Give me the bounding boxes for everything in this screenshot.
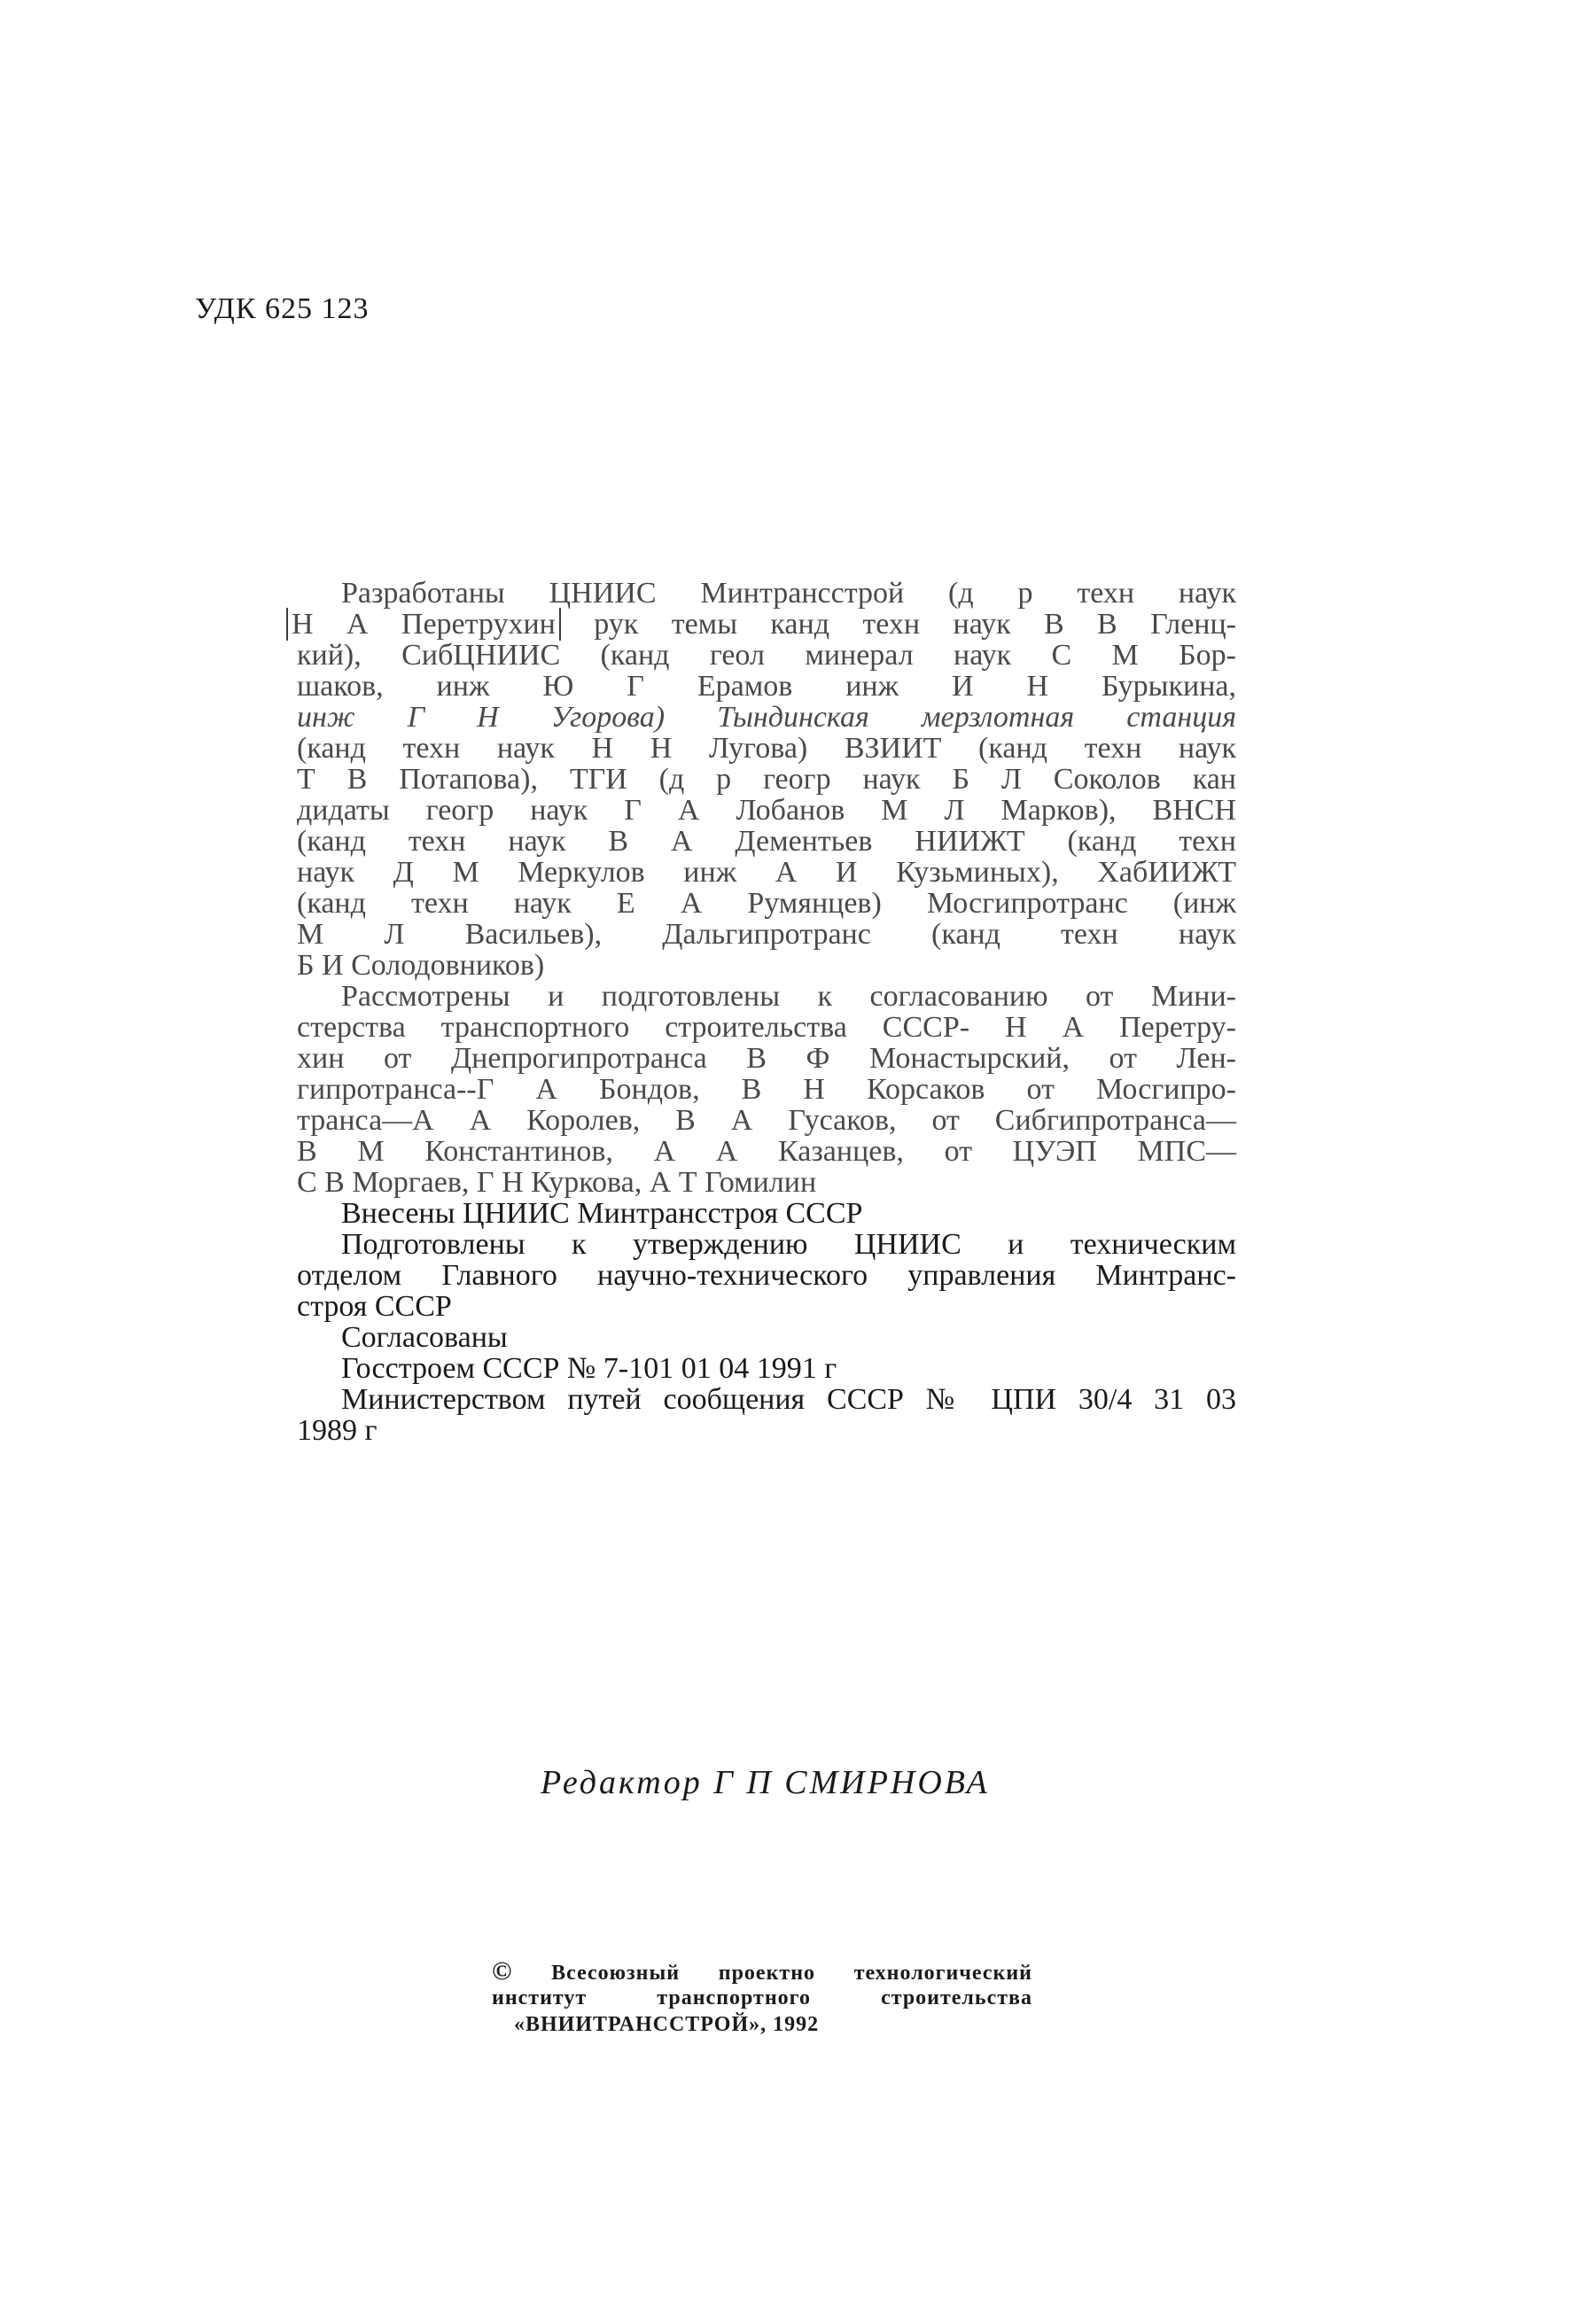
reviewed-line: гипротранса--Г А Бондов, В Н Корсаков от Мосгипро-	[297, 1073, 1236, 1106]
copyright-line: институт транспортного строительства	[492, 1986, 1032, 2009]
prepared-line: строя СССР	[297, 1290, 452, 1323]
editor-credit: Редактор Г П СМИРНОВА	[541, 1764, 990, 1801]
developers-paragraph	[292, 577, 1237, 982]
reviewed-line: стерства транспортного строительства СССР- Н А Перетру-	[297, 1011, 1236, 1044]
developers-line: М Л Васильев), Дальгипротранс (канд техн наук	[297, 918, 1236, 951]
developers-line: наук Д М Меркулов инж А И Кузьминых), ХабИИЖТ	[297, 856, 1236, 889]
udk-code: УДК 625 123	[195, 292, 370, 325]
developers-line: кий), СибЦНИИС (канд геол минерал наук С М Бор-	[297, 639, 1236, 672]
developers-line: Б И Солодовников)	[297, 949, 545, 982]
mps-line: Министерством путей сообщения СССР № ЦПИ 30/4 31 03	[341, 1383, 1236, 1416]
reviewed-line: С В Моргаев, Г Н Куркова, А Т Гомилин	[297, 1166, 817, 1199]
gosstroy-line: Госстроем СССР № 7-101 01 04 1991 г	[341, 1352, 837, 1385]
developers-line: (канд техн наук Н Н Лугова) ВЗИИТ (канд техн наук	[297, 732, 1236, 765]
prepared-line: отделом Главного научно-технического управления Минтранс-	[297, 1259, 1236, 1292]
copyright-line: «ВНИИТРАНССТРОЙ», 1992	[514, 2013, 820, 2036]
copyright-icon: ©	[492, 1956, 513, 1986]
developers-line	[286, 609, 1236, 640]
developers-line: инж Г Н Угорова) Тындинская мерзлотная станция	[297, 701, 1236, 734]
prepared-paragraph	[297, 1229, 1236, 1322]
developers-line: Разработаны ЦНИИС Минтрансстрой (д р техн наук	[341, 577, 1236, 610]
reviewed-line: транса—А А Королев, В А Гусаков, от Сибгипротранса—	[297, 1104, 1236, 1137]
copyright-line	[492, 1958, 1032, 1985]
developers-line: Т В Потапова), ТГИ (д р геогр наук Б Л Соколов кан	[297, 763, 1236, 796]
reviewed-line: Рассмотрены и подготовлены к согласованию от Мини-	[341, 980, 1236, 1013]
developers-line: шаков, инж Ю Г Ерамов инж И Н Бурыкина,	[297, 670, 1236, 703]
submitted-line: Внесены ЦНИИС Минтрансстроя СССР	[341, 1197, 863, 1230]
copyright-block	[492, 1958, 1032, 2038]
credits-block	[292, 577, 1237, 1447]
agreed-heading: Согласованы	[341, 1321, 508, 1354]
developers-line: (канд техн наук В А Дементьев НИИЖТ (канд техн	[297, 825, 1236, 858]
reviewed-line: хин от Днепрогипротранса В Ф Монастырский, от Лен-	[297, 1042, 1236, 1075]
prepared-line: Подготовлены к утверждению ЦНИИС и техническим	[341, 1228, 1236, 1261]
deceased-name-box: Н А Перетрухин	[286, 608, 561, 641]
mps-paragraph	[297, 1384, 1236, 1446]
reviewed-line: В М Константинов, А А Казанцев, от ЦУЭП МПС—	[297, 1135, 1236, 1168]
reviewed-paragraph	[297, 981, 1236, 1198]
mps-line: 1989 г	[297, 1414, 378, 1447]
developers-line: (канд техн наук Е А Румянцев) Мосгипротранс (инж	[297, 887, 1236, 920]
developers-line-rest: рук темы канд техн наук В В Гленц-	[560, 608, 1237, 641]
copyright-line-text: Всесоюзный проектно технологический	[551, 1962, 1033, 1985]
developers-line: дидаты геогр наук Г А Лобанов М Л Марков), ВНСН	[297, 794, 1236, 827]
